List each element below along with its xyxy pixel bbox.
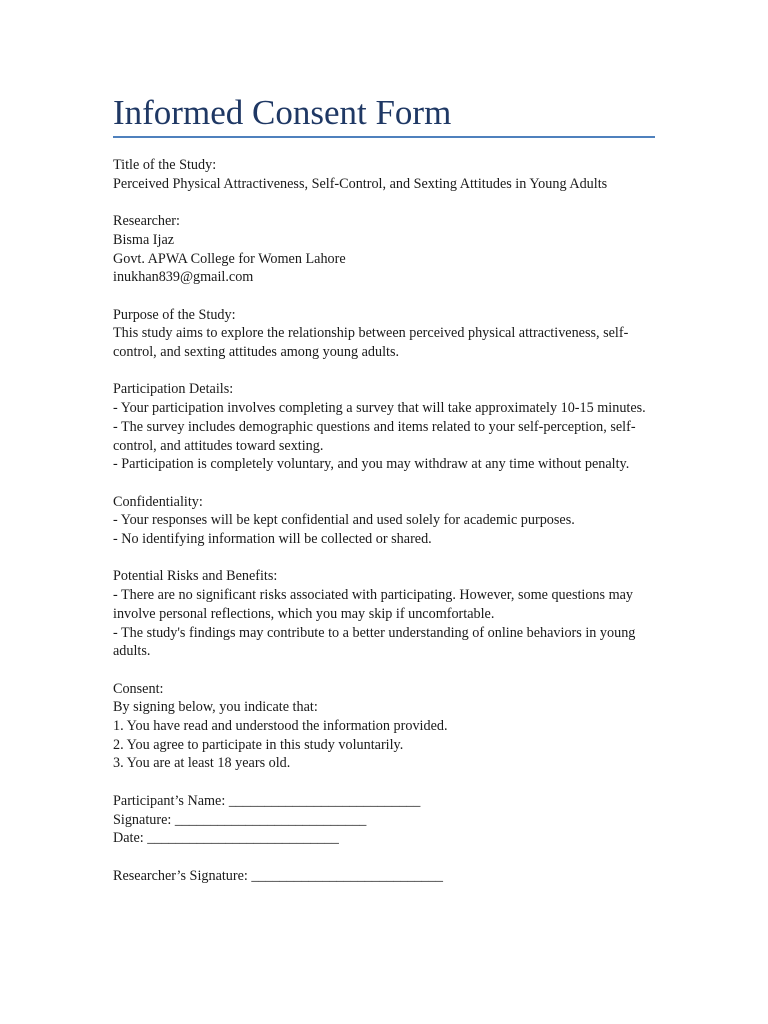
document-body <box>113 156 658 904</box>
page-title: Informed Consent Form <box>113 93 452 132</box>
participation-item-3: - Participation is completely voluntary, and you may withdraw at any time without penalty. <box>113 456 630 473</box>
researcher-affiliation: Govt. APWA College for Women Lahore <box>113 250 346 267</box>
researcher-section <box>113 212 658 287</box>
study-title-value: Perceived Physical Attractiveness, Self-Control, and Sexting Attitudes in Young Adults <box>113 175 608 192</box>
confidentiality-section <box>113 493 658 549</box>
confidentiality-item-2: - No identifying information will be collected or shared. <box>113 531 432 547</box>
consent-section <box>113 680 658 774</box>
researcher-signature-field: Researcher’s Signature: ___________________________ <box>113 867 443 884</box>
signature-section <box>113 792 658 848</box>
purpose-text-line-1: This study aims to explore the relationship between perceived physical attractiveness, self- <box>113 325 629 342</box>
researcher-label: Researcher: <box>113 213 180 230</box>
consent-label: Consent: <box>113 680 164 697</box>
risks-label: Potential Risks and Benefits: <box>113 568 278 585</box>
consent-intro: By signing below, you indicate that: <box>113 699 318 716</box>
risks-item-2-line-2: adults. <box>113 643 151 660</box>
purpose-text-line-2: control, and sexting attitudes among young adults. <box>113 344 400 360</box>
study-title-section <box>113 156 658 193</box>
title-underline-rule <box>113 136 655 138</box>
participation-section <box>113 380 658 474</box>
risks-benefits-section <box>113 567 658 661</box>
participation-label: Participation Details: <box>113 381 234 398</box>
purpose-section <box>113 306 658 362</box>
purpose-label: Purpose of the Study: <box>113 306 236 323</box>
confidentiality-label: Confidentiality: <box>113 493 203 510</box>
consent-item-3: 3. You are at least 18 years old. <box>113 755 291 772</box>
risks-item-2-line-1: - The study's findings may contribute to a better understanding of online behaviors in young <box>113 624 636 641</box>
participant-name-field: Participant’s Name: ___________________________ <box>113 792 421 809</box>
consent-item-2: 2. You agree to participate in this study voluntarily. <box>113 736 404 753</box>
confidentiality-item-1: - Your responses will be kept confidential and used solely for academic purposes. <box>113 512 575 529</box>
researcher-name: Bisma Ijaz <box>113 231 175 248</box>
researcher-signature-section <box>113 867 658 886</box>
study-title-label: Title of the Study: <box>113 157 217 173</box>
date-field: Date: ___________________________ <box>113 830 339 847</box>
participation-item-1: - Your participation involves completing a survey that will take approximately 10-15 minutes. <box>113 400 646 417</box>
participant-signature-field: Signature: ___________________________ <box>113 811 367 828</box>
risks-item-1-line-2: involve personal reflections, which you may skip if uncomfortable. <box>113 605 495 622</box>
consent-item-1: 1. You have read and understood the information provided. <box>113 718 448 734</box>
risks-item-1-line-1: - There are no significant risks associated with participating. However, some questions may <box>113 587 634 604</box>
participation-item-2-line-1: - The survey includes demographic questions and items related to your self-perception, self- <box>113 418 636 435</box>
researcher-email: inukhan839@gmail.com <box>113 269 254 286</box>
participation-item-2-line-2: control, and attitudes toward sexting. <box>113 437 324 454</box>
